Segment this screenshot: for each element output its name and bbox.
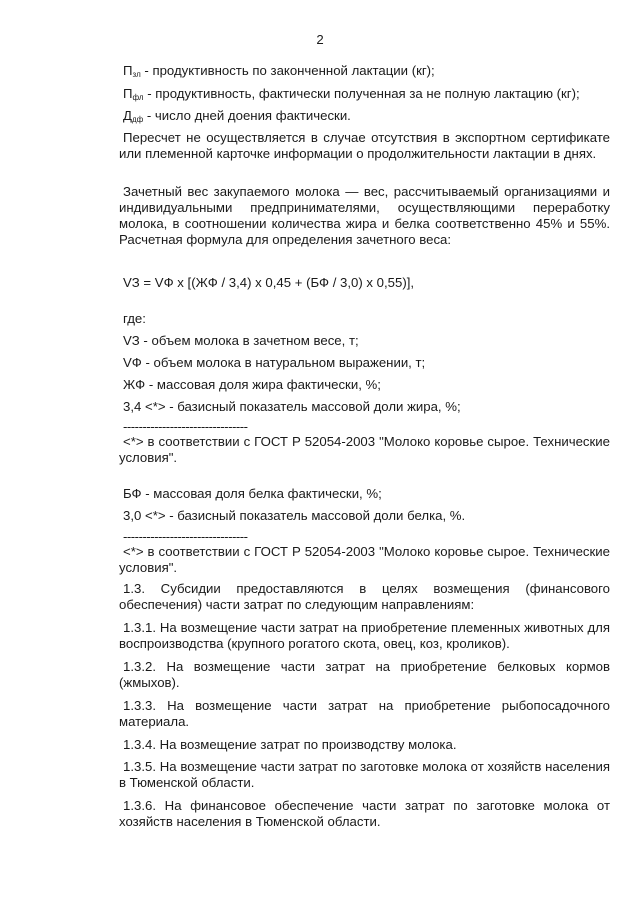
- footnote-separator: --------------------------------: [123, 419, 248, 434]
- def-pzl: $П_{зл}$ - продуктивность по законченной лактации (кг);: [123, 63, 435, 79]
- where-label: где:: [123, 311, 146, 326]
- var-vz: VЗ - объем молока в зачетном весе, т;: [123, 333, 359, 348]
- def-ddf: $Д_{дф}$ - число дней доения фактически.: [123, 108, 351, 124]
- para-1-3-5: 1.3.5. На возмещение части затрат по заготовке молока от хозяйств населения в Тюменской области.: [119, 759, 610, 790]
- para-1-3-4: 1.3.4. На возмещение затрат по производству молока.: [123, 737, 457, 752]
- footnote-2: <*> в соответствии с ГОСТ Р 52054-2003 "Молоко коровье сырое. Технические условия".: [119, 544, 610, 575]
- var-fat-base: 3,4 <*> - базисный показатель массовой доли жира, %;: [123, 399, 461, 414]
- page-number: 2: [316, 32, 324, 47]
- def-pfl: $П_{фл}$ - продуктивность, фактически полученная за не полную лактацию (кг);: [123, 86, 580, 102]
- footnote-1: <*> в соответствии с ГОСТ Р 52054-2003 "Молоко коровье сырое. Технические условия".: [119, 434, 610, 465]
- var-bf: БФ - массовая доля белка фактически, %;: [123, 486, 382, 501]
- para-1-3-2: 1.3.2. На возмещение части затрат на приобретение белковых кормов (жмыхов).: [119, 659, 610, 690]
- footnote-separator: --------------------------------: [123, 529, 248, 544]
- para-credit-weight: Зачетный вес закупаемого молока — вес, рассчитываемый организациями и индивидуальными предпринимателями, осуществляющими переработку молока, в соотношении количества жира и белка соответственно 45% и 55%. Расчетная формула для определения зачетного веса:: [119, 184, 610, 247]
- para-recalc: Пересчет не осуществляется в случае отсутствия в экспортном сертификате или племенной карточке информации о продолжительности лактации в днях.: [119, 130, 610, 161]
- para-1-3-6: 1.3.6. На финансовое обеспечение части затрат по заготовке молока от хозяйств населения в Тюменской области.: [119, 798, 610, 829]
- formula: VЗ = VФ x [(ЖФ / 3,4) x 0,45 + (БФ / 3,0) x 0,55)],: [123, 275, 415, 290]
- para-1-3-1: 1.3.1. На возмещение части затрат на приобретение племенных животных для воспроизводства (крупного рогатого скота, овец, коз, кроликов).: [119, 620, 610, 651]
- var-protein-base: 3,0 <*> - базисный показатель массовой доли белка, %.: [123, 508, 466, 523]
- var-zhf: ЖФ - массовая доля жира фактически, %;: [123, 377, 381, 392]
- para-1-3: 1.3. Субсидии предоставляются в целях возмещения (финансового обеспечения) части затрат по следующим направлениям:: [119, 581, 610, 612]
- var-vf: VФ - объем молока в натуральном выражении, т;: [123, 355, 426, 370]
- para-1-3-3: 1.3.3. На возмещение части затрат на приобретение рыбопосадочного материала.: [119, 698, 610, 729]
